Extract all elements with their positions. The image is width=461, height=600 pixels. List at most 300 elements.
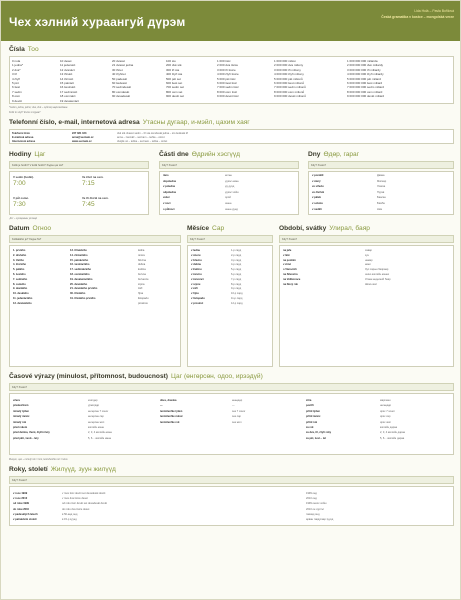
days-box (308, 171, 454, 215)
timeexpr-item: өнөөдөр (232, 399, 243, 402)
timeexpr-item: ирэх сар (380, 415, 391, 419)
timeexpr-item: před dvěma, třemi, čtyřmi lety (13, 431, 50, 435)
days-mn: Лхагва (377, 185, 386, 189)
number-item: 8 osm (12, 94, 21, 99)
date-item: března (138, 258, 146, 262)
seasons-mn: Зул сарын баяраар (365, 268, 389, 272)
days-cz: ve čtvrtek (312, 190, 325, 194)
date-item: 8. osmého (13, 282, 26, 286)
months-mn: 3-р сард (231, 258, 242, 262)
number-item: 90 devadesát (112, 94, 131, 99)
months-mn: 6-р сард (231, 272, 242, 276)
seasons-mn: намар (365, 258, 373, 262)
days-mn: Даваа (377, 174, 385, 177)
timeexpr-item: tento/tenhle měsíc (160, 415, 183, 419)
number-item: 1 000 000 000 miliarda (347, 59, 378, 63)
timeexpr-item: za pět, šest... let (306, 436, 326, 440)
timeexpr-item: příští rok (306, 420, 318, 424)
number-item: 9 000 000 000 devět miliard (347, 94, 385, 99)
date-item: 31. třicátého prvního (70, 296, 96, 300)
timeexpr-item: өнгөрсөн жил (88, 420, 105, 424)
number-item: 600 šest set (166, 81, 183, 86)
timeexpr-col-1 (13, 398, 50, 441)
timeexpr-item: minulý rok (13, 420, 27, 424)
number-item: 21 dvacet jedna (112, 63, 134, 68)
timeexpr-col-2 (88, 398, 112, 441)
timeexpr-item: před pěti, šesti... lety (13, 436, 39, 440)
number-item: 9 devět (12, 98, 22, 103)
seasons-mn: Шинэ жил (365, 282, 377, 286)
date-item: 30. třicátého (70, 292, 86, 296)
dates-title: Datum Огноо (9, 225, 52, 232)
authors: Lida Holá – Pavla Bořilová (414, 9, 454, 13)
number-item: 7 000 000 sedm milionů (274, 85, 306, 90)
seasons-cz: v létě (283, 253, 290, 257)
timeexpr-item: 5, 6... жилийн дараа (380, 436, 405, 440)
dayparts-mn: үдээс хойш (225, 190, 239, 194)
number-item: 30 třicet (112, 67, 123, 72)
timeexpr-item: жилийн өмнө (88, 426, 104, 430)
months-cz: v prosinci (191, 301, 204, 305)
timeexpr-box (9, 393, 454, 455)
number-item: 3 000 000 000 tři miliardy (347, 67, 381, 72)
years-box (9, 486, 454, 526)
seasons-title: Období, svátky Улирал, баяр (279, 225, 370, 232)
months-mn: 1-р сард (231, 249, 242, 252)
timeexpr-item: ирэх 7 хоног (380, 409, 395, 413)
number-item: 1 jedna* (12, 63, 24, 68)
seasons-mn: Улаан өндөгний баяр (365, 277, 391, 281)
months-mn: 7-р сард (231, 277, 242, 281)
timeexpr-item: minulý měsíc (13, 415, 30, 419)
dayparts-mn: шөнө (225, 201, 232, 205)
number-item: 6 šest (12, 85, 21, 90)
dates-col-2 (70, 249, 97, 302)
years-col-1 (13, 491, 38, 522)
phone-reading: dvě stě dvacet sedm – tři sta osmdesát jedna – sto šedesát tři (117, 131, 189, 135)
phone-value: anna@seznam.cz (72, 135, 94, 139)
years-item: v roce dva tisíce deset (62, 497, 88, 501)
seasons-cz: na jaře (283, 249, 292, 252)
seasons-question: Kdy? Хэзээ? (279, 235, 454, 243)
timeexpr-col-3 (160, 398, 183, 425)
date-item: 2. druhého (13, 253, 27, 257)
phone-title: Telefonní číslo, e-mail, internetová adresa Утасны дугаар, и-мэйл, цахим хаяг (9, 119, 250, 126)
phone-value: 227 381 163 (72, 131, 87, 135)
timeexpr-note: Минут, цаг – minulý rok = loni, tento/tenhle rok = letos (9, 458, 68, 461)
months-cz: v červnu (191, 272, 202, 276)
years-item: тавиад онд (306, 512, 320, 516)
number-item: 3 tři (12, 72, 18, 77)
timeexpr-item: нөгөөдөр (380, 404, 392, 408)
dates-col-3 (138, 249, 149, 307)
date-item: 10. desátého (13, 292, 29, 296)
months-cz: v listopadu (191, 296, 205, 300)
timeexpr-item: za dva, tři, čtyři roky (306, 431, 332, 435)
years-col-2 (62, 491, 107, 522)
seasons-cz: na Silvestra (283, 272, 298, 276)
date-item: 15. patnáctého (70, 258, 89, 262)
date-item: 3. třetího (13, 258, 24, 262)
number-item: 40 čtyřicet (112, 72, 126, 77)
days-cz: v úterý (312, 179, 321, 183)
number-item: 8 000 000 osm milionů (274, 89, 305, 94)
months-mn: 8-р сард (231, 282, 242, 286)
number-item: 80 osmdesát (112, 89, 130, 94)
date-item: 16. šestnáctého (70, 263, 90, 267)
date-item: července (138, 277, 149, 281)
dates-col-1 (13, 249, 32, 307)
number-item: 4 čtyři (12, 76, 21, 81)
years-item: do roku 2010 (13, 507, 30, 511)
timeexpr-col-5 (306, 398, 331, 441)
number-item: 800 osm set (166, 89, 183, 94)
number-item: 2 000 000 dva miliony (274, 63, 304, 68)
years-item: do roku dva tisíce deset (62, 507, 90, 511)
number-item: 8 000 000 000 osm miliard (347, 89, 383, 94)
date-item: 4. čtvrtého (13, 263, 27, 267)
numbers-box (9, 56, 454, 104)
number-item: 20 dvacet (112, 59, 126, 63)
number-item: 16 šestnáct (60, 85, 76, 90)
timeexpr-item: za rok (306, 426, 314, 430)
years-item: арван тавдугаар зуунд (306, 518, 334, 522)
phone-reading: anna – zavináč – seznam – tečka – cézet (117, 135, 165, 139)
months-mn: 2-р сард (231, 253, 242, 257)
months-mn: 11-р сард (231, 296, 243, 300)
days-cz: v sobotu (312, 201, 323, 205)
seasons-mn: зун (365, 253, 369, 257)
years-item: 2010 онд (306, 497, 317, 501)
number-item: 2 dva* (12, 67, 21, 72)
dayparts-cz: dopoledne (163, 179, 177, 183)
number-item: 4 000 čtyři tisíce (217, 72, 239, 77)
number-item: 3 000 000 tři miliony (274, 67, 301, 72)
months-cz: v lednu (191, 249, 201, 252)
number-item: 200 dvě stě (166, 63, 182, 68)
months-cz: v květnu (191, 268, 202, 272)
number-item: 15 patnáct (60, 81, 75, 86)
number-item: 50 padesát (112, 76, 127, 81)
date-item: 1. prvního (13, 249, 26, 252)
days-title: Dny Өдөр, гараг (308, 151, 360, 158)
date-item: 20. dvacátého (70, 282, 88, 286)
dates-box (9, 245, 181, 367)
date-item: 9. devátého (13, 287, 28, 291)
number-item: 11 jedenáct (60, 63, 76, 68)
months-cz: v březnu (191, 258, 202, 262)
months-question: Kdy? Хэзээ? (187, 235, 273, 243)
page-title: Чех хэлний хураангуй дүрэм (9, 15, 186, 29)
years-question: Kdy? Хэзээ? (9, 476, 454, 484)
timeexpr-item: — (232, 404, 235, 408)
months-mn: 9-р сард (231, 287, 242, 291)
years-item: 1999 оноос хойш (306, 502, 327, 506)
days-cz: v pátek (312, 196, 321, 200)
number-item: 0 nula (12, 59, 21, 63)
timeexpr-item: энэ сар (232, 415, 241, 419)
dayparts-cz: o půlnoci (163, 207, 175, 211)
timeexpr-item: tento/tenhle rok (160, 420, 180, 424)
number-item: 8 000 osm tisíc (217, 89, 238, 94)
days-mn: Пүрэв (377, 190, 385, 194)
months-mn: 4-р сард (231, 263, 242, 267)
timeexpr-item: 2, 3, 4 жилийн өмнө (88, 431, 112, 435)
number-item: 300 tři sta (166, 67, 180, 72)
years-item: v roce 1999 (13, 492, 28, 495)
days-mn: Баасан (377, 196, 386, 200)
years-item: v roce tisíc devět set devadesát devět (62, 492, 106, 495)
number-item: 1 000 tisíc (217, 59, 231, 63)
timeexpr-item: zítra (306, 399, 312, 402)
dayparts-cz: v noci (163, 201, 171, 205)
number-item: 1 000 000 milion (274, 59, 297, 63)
number-item: 7 000 sedm tisíc (217, 85, 239, 90)
numbers-note-2: Kolik to stojí? Колко струва? (9, 111, 41, 114)
page-footer-space (9, 537, 452, 591)
number-item: 10 deset (60, 59, 72, 63)
timeexpr-title: Časové výrazy (minulost, přítomnost, budoucnost) Цаг (өнгөрсөн, одоо, ирээдүй) (9, 373, 263, 380)
months-mn: 12-р сард (231, 301, 243, 305)
number-item: 12 dvanáct (60, 67, 75, 72)
years-item: v padesátých letech (13, 512, 38, 516)
number-item: 700 sedm set (166, 85, 185, 90)
number-item: 3 000 tři tisíce (217, 67, 236, 72)
phone-label: Telefonní číslo (12, 131, 30, 135)
years-item: v patnáctém století (13, 518, 37, 522)
years-item: 2010 он хүртэл (306, 507, 325, 511)
seasons-mn: өвөл (365, 263, 371, 267)
number-item: 13 třináct (60, 72, 73, 77)
days-question: Kdy? Хэзээ? (308, 161, 454, 169)
time-box (9, 171, 149, 215)
numbers-column (217, 59, 239, 99)
months-mn: 10-р сард (231, 292, 243, 296)
number-item: 6 000 000 šest milionů (274, 81, 305, 86)
date-item: 5. pátého (13, 268, 25, 272)
time-value-4: 7:45 (82, 201, 95, 208)
time-title: Hodiny Цаг (9, 151, 46, 158)
years-item: od roku 1999 (13, 502, 30, 506)
dayparts-title: Části dne Өдрийн хэсгүүд (159, 151, 240, 158)
time-label-4: Ve tři čtvrtě na osm. (82, 196, 109, 200)
years-item: в 15-р зуунд (62, 518, 77, 522)
number-item: 900 devět set (166, 94, 185, 99)
seasons-cz: na podzim (283, 258, 296, 262)
numbers-column (347, 59, 384, 99)
time-value-3: 7:30 (13, 201, 26, 208)
date-item: 7. sedmého (13, 277, 28, 281)
timeexpr-item: жилийн дараа (380, 426, 398, 430)
number-item: 9 000 devět tisíc (217, 94, 239, 99)
header-credits (381, 9, 454, 20)
months-cz: v září (191, 287, 198, 291)
months-title: Měsíce Сар (187, 225, 225, 232)
numbers-column (274, 59, 306, 99)
phone-value: www.seznam.cz (72, 139, 92, 143)
subtitle: Česká gramatika v kostce – mongolská verze (381, 14, 454, 19)
months-mn: 5-р сард (231, 268, 242, 272)
time-label-3: V půl osmé. (13, 196, 29, 200)
date-item: 6. šestého (13, 272, 26, 276)
time-label-1: V sedm (hodin). (13, 175, 34, 179)
date-item: 13. třináctého (70, 249, 87, 252)
timeexpr-item: — (160, 404, 163, 408)
number-item: 5 000 000 000 pět miliard (347, 76, 381, 81)
seasons-cz: na Nový rok (283, 282, 298, 286)
timeexpr-item: өнгөрсөн 7 хоног (88, 409, 109, 413)
years-item: в 50-аад онд (62, 512, 78, 516)
number-item: 60 šedesát (112, 81, 127, 86)
timeexpr-item: dnes, dneska (160, 399, 177, 402)
timeexpr-item: маргааш (380, 399, 391, 402)
phone-reading: dvojité vé – tečka – seznam – tečka – cézet (117, 139, 168, 143)
phone-box (9, 129, 454, 144)
date-item: srpna (138, 282, 145, 286)
number-item: 14 čtrnáct (60, 76, 74, 81)
numbers-title: Čísla Тоо (9, 46, 39, 53)
time-note: „Za“ – хугацааны утгаар (9, 217, 38, 220)
dayparts-mn: үдээс өмнө (225, 179, 239, 183)
dayparts-mn: шөнө дунд (225, 207, 238, 211)
header-bar (1, 1, 461, 41)
timeexpr-item: ирэх жил (380, 420, 391, 424)
number-item: 5 000 000 pět milionů (274, 76, 303, 81)
date-item: 18. osmnáctého (70, 272, 90, 276)
months-cz: v dubnu (191, 263, 202, 267)
dayparts-mn: үд дунд (225, 185, 235, 189)
timeexpr-item: před rokem (13, 426, 28, 430)
seasons-cz: o Vánocích (283, 268, 297, 272)
years-item: od roku tisíc devět set devadesát devět (62, 502, 107, 506)
days-cz: v pondělí (312, 174, 324, 177)
date-item: dubna (138, 263, 146, 267)
months-box (187, 245, 273, 367)
number-item: 19 devatenáct (60, 98, 79, 103)
number-item: 400 čtyři sta (166, 72, 183, 77)
dayparts-cz: odpoledne (163, 190, 177, 194)
timeexpr-item: předevčírem (13, 404, 29, 408)
dayparts-box (159, 171, 299, 215)
months-cz: v únoru (191, 253, 201, 257)
timeexpr-item: včera (13, 399, 20, 402)
timeexpr-item: өнгөрсөн сар (88, 415, 104, 419)
days-cz: v neděli (312, 207, 322, 211)
seasons-cz: v zimě (283, 263, 291, 267)
date-item: 17. sedmnáctého (70, 268, 92, 272)
years-col-3 (306, 491, 333, 522)
timeexpr-item: энэ жил (232, 420, 242, 424)
seasons-mn: шинэ жилийн өмнөх (365, 272, 390, 276)
date-item: června (138, 272, 146, 276)
time-label-2: Ve čtvrt na osm. (82, 175, 104, 179)
number-item: 6 000 000 000 šest miliard (347, 81, 383, 86)
dayparts-mn: өглөө (225, 174, 232, 177)
years-item: 1999 онд (306, 492, 317, 495)
timeexpr-col-6 (380, 398, 405, 441)
timeexpr-item: příští měsíc (306, 415, 321, 419)
number-item: 18 osmnáct (60, 94, 76, 99)
dates-question: Kolikátého je? Хэдэн бэ? (9, 235, 181, 243)
seasons-mn: хавар (365, 249, 372, 252)
number-item: 4 000 000 čtyři miliony (274, 72, 304, 77)
number-item: 17 sedmnáct (60, 89, 78, 94)
date-item: 14. čtrnáctého (70, 253, 88, 257)
timeexpr-item: 2, 3, 4 жилийн дараа (380, 431, 405, 435)
date-item: 21. dvacátého prvního (70, 287, 98, 291)
seasons-cz: na Velikonoce (283, 277, 301, 281)
timeexpr-item: энэ 7 хоног (232, 409, 246, 413)
dayparts-cz: v poledne (163, 185, 176, 189)
time-value-1: 7:00 (13, 180, 26, 187)
numbers-note: *Jeden, jedna, jedno; dva, dvě – хүйсээр өөрчлөгдөнө (9, 106, 68, 109)
number-item: 70 sedmdesát (112, 85, 131, 90)
months-cz: v červenci (191, 277, 204, 281)
number-item: 5 000 pět tisíc (217, 76, 236, 81)
timeexpr-item: 5, 6... жилийн өмнө (88, 436, 112, 440)
number-item: 2 000 dva tisíce (217, 63, 239, 68)
numbers-column (112, 59, 133, 99)
seasons-box (279, 245, 454, 367)
timeexpr-item: уржигдар (88, 404, 100, 408)
months-cz: v srpnu (191, 282, 201, 286)
days-mn: Бямба (377, 201, 385, 205)
years-item: v roce 2010 (13, 497, 28, 501)
numbers-column (12, 59, 23, 103)
number-item: 5 pět (12, 81, 19, 86)
dayparts-mn: орой (225, 196, 231, 200)
date-item: 11. jedenáctého (13, 296, 33, 300)
date-item: září (138, 287, 143, 291)
date-item: listopadu (138, 296, 149, 300)
timeexpr-col-4 (232, 398, 246, 425)
time-value-2: 7:15 (82, 180, 95, 187)
number-item: 100 sto (166, 59, 176, 63)
timeexpr-item: minulý týden (13, 409, 29, 413)
number-item: 2 000 000 000 dvě miliardy (347, 63, 384, 68)
time-question: Kolik je hodin? V kolik hodin? Хэдэн цаг вэ? (9, 161, 149, 169)
date-item: února (138, 253, 145, 257)
days-cz: ve středu (312, 185, 324, 189)
days-mn: Ням (377, 207, 383, 211)
numbers-column (166, 59, 184, 99)
number-item: 9 000 000 devět milionů (274, 94, 306, 99)
numbers-column (60, 59, 79, 103)
date-item: ledna (138, 249, 145, 252)
date-item: října (138, 292, 144, 296)
date-item: 12. dvanáctého (13, 301, 32, 305)
timeexpr-item: өчигдөр (88, 399, 98, 402)
date-item: prosince (138, 301, 148, 305)
dayparts-cz: ráno (163, 174, 169, 177)
number-item: 6 000 šest tisíc (217, 81, 238, 86)
dayparts-question: Kdy? Хэзээ? (159, 161, 299, 169)
months-cz: v říjnu (191, 292, 199, 296)
number-item: 500 pět set (166, 76, 181, 81)
number-item: 4 000 000 000 čtyři miliardy (347, 72, 384, 77)
years-title: Roky, století Жилүүд, зуун жилүүд (9, 466, 116, 473)
date-item: 19. devatenáctého (70, 277, 93, 281)
number-item: 7 sedm (12, 89, 22, 94)
days-mn: Мягмар (377, 179, 387, 183)
dayparts-cz: večer (163, 196, 170, 200)
timeexpr-item: tento/tenhle týden (160, 409, 183, 413)
timeexpr-question: Kdy? Хэзээ? (9, 383, 454, 391)
date-item: května (138, 268, 146, 272)
phone-label: Internetová adresa (12, 139, 36, 143)
phone-label: E-mailová adresa (12, 135, 34, 139)
timeexpr-item: příští týden (306, 409, 320, 413)
